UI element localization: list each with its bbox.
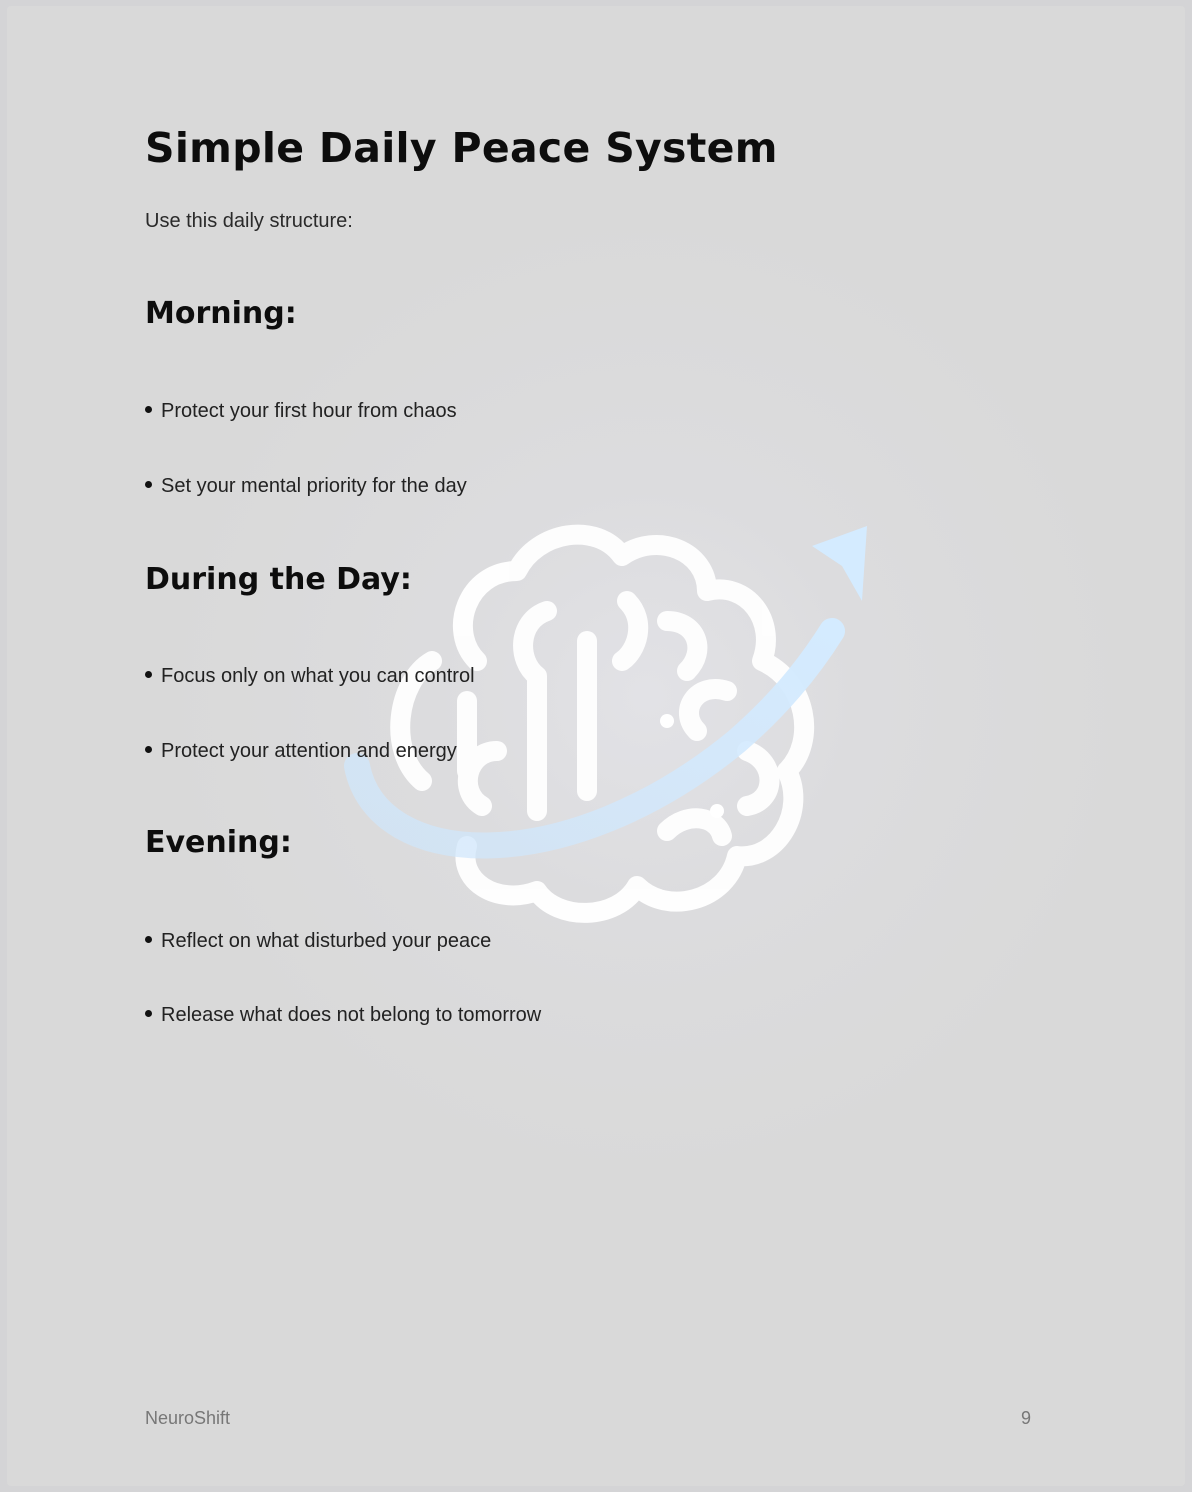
bullet-dot-icon — [145, 406, 152, 413]
bullet-dot-icon — [145, 671, 152, 678]
bullet-item: Reflect on what disturbed your peace — [145, 930, 491, 953]
bullet-item: Focus only on what you can control — [145, 665, 475, 688]
bullet-dot-icon — [145, 1010, 152, 1017]
page-number: 9 — [1021, 1408, 1032, 1428]
page-title: Simple Daily Peace System — [145, 124, 778, 172]
section-heading-evening: Evening: — [145, 825, 292, 860]
brain-arrow-watermark-icon — [337, 511, 877, 951]
bullet-dot-icon — [145, 936, 152, 943]
bullet-dot-icon — [145, 746, 152, 753]
section-heading-during-the-day: During the Day: — [145, 562, 412, 597]
bullet-item: Set your mental priority for the day — [145, 475, 467, 498]
footer-brand: NeuroShift — [145, 1408, 231, 1428]
intro-text: Use this daily structure: — [145, 210, 353, 232]
bullet-dot-icon — [145, 481, 152, 488]
bullet-item: Release what does not belong to tomorrow — [145, 1004, 541, 1027]
section-heading-morning: Morning: — [145, 296, 297, 331]
page-content — [145, 124, 1045, 1026]
document-page — [7, 6, 1185, 1486]
bullet-item: Protect your first hour from chaos — [145, 400, 457, 423]
bullet-item: Protect your attention and energy — [145, 740, 457, 763]
